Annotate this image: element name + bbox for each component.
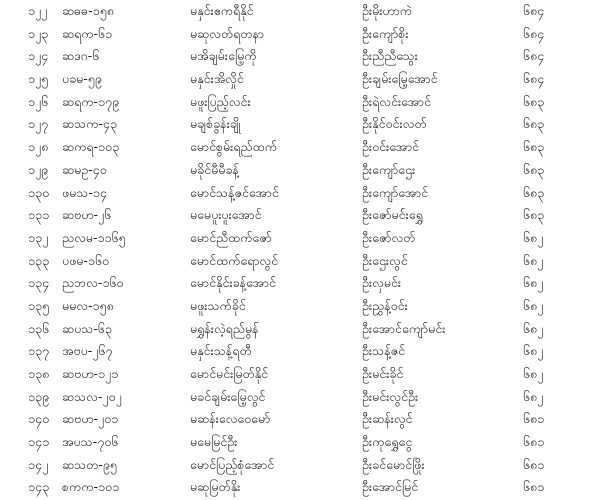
roll-number: အပသ-၇၀၆ [62,434,119,450]
table-row [0,68,613,91]
father-name: ဦးကျော်စိုး [362,25,409,41]
roll-number: အဗပ-၂၆၇ [62,343,113,359]
roll-number: ညဘလ-၁၆၀ [62,275,124,291]
row-number: ၁၂၇ [28,116,49,132]
total-score: ၆၈၄ [523,48,545,64]
total-score: ၆၈၃ [523,161,545,177]
student-name: မောင်စွမ်းရည်ထက် [190,139,277,155]
student-name: မရွှန်းလဲ့ရည်မွန် [190,320,259,336]
total-score: ၆၈၄ [523,71,545,87]
row-number: ၁၃၃ [28,252,50,268]
student-name: မောင်ညီထက်ဇော် [190,229,272,245]
roll-number: ဆမဥ-၄၀ [62,161,107,177]
table-row [0,408,613,431]
table-row [0,136,613,159]
roll-number: ညလမ-၁၁၆၅ [62,229,126,245]
total-score: ၆၈၃ [523,93,545,109]
total-score: ၆၈၁ [523,411,545,427]
table-row [0,91,613,114]
roll-number: ဆဗဟ-၂၆ [62,207,112,223]
student-name: မနှင်းသန့်ရတီ [190,343,252,359]
row-number: ၁၃၁ [28,207,50,223]
student-name: မနှင်းအိလှိုင် [190,71,244,87]
row-number: ၁၄၃ [28,479,50,495]
total-score: ၆၈၁ [523,456,545,472]
table-row [0,45,613,68]
total-score: ၆၈၃ [523,184,545,200]
roll-number: ဆသလ-၂၀၂ [62,388,122,404]
roll-number: ဆသက-၄၃ [62,116,117,132]
father-name: ဦးအောင်မြင် [362,479,419,495]
table-row [0,454,613,477]
row-number: ၁၃၇ [28,343,50,359]
total-score: ၆၈၂ [523,343,544,359]
total-score: ၆၈၂ [523,388,544,404]
total-score: ၆၈၂ [523,252,544,268]
row-number: ၁၄၂ [28,456,49,472]
total-score: ၆၈၃ [523,139,545,155]
row-number: ၁၃၉ [28,388,50,404]
row-number: ၁၃၈ [28,366,50,381]
father-name: ဦးမိုးဟာကဲ [362,3,413,18]
student-name: မဖူးပြည့်လင်း [190,93,251,109]
roll-number: ပခမ-၅၉ [62,71,102,87]
student-name: မဆုမြတ်နိုး [190,479,241,495]
row-number: ၁၂၃ [28,25,49,41]
father-name: ဦးကျော်ဌေး [362,161,416,177]
row-number: ၁၃၄ [28,275,50,291]
table-row [0,272,613,295]
total-score: ၆၈၂ [523,320,544,336]
table-row [0,227,613,250]
table-row [0,250,613,273]
father-name: ဦးချမ်းမြေ့အောင် [362,71,438,87]
roll-number: ဆသတ-၉၅ [62,456,117,472]
table-row [0,0,613,23]
row-number: ၁၂၂ [28,3,48,18]
father-name: ဦးကုရွှေငွေ [362,434,413,450]
roll-number: ဆဒဂ-၆ [62,48,100,64]
roll-number: ဆရက-၁၇၉ [62,93,120,109]
total-score: ၆၈၄ [523,25,545,41]
roll-number: ဆပသ-၆၃ [62,320,112,336]
table-row [0,340,613,363]
total-score: ၆၈၂ [523,275,544,291]
father-name: ဦးခင်မောင်ဖြိုး [362,456,425,472]
roll-number: ဆရက-၆၁ [62,25,113,41]
table-row [0,476,613,499]
roll-number: မမလ-၁၅၈ [62,297,114,313]
father-name: ဦးသန့်ဇင် [362,343,406,359]
father-name: ဦးညီညီသွေး [362,48,418,64]
father-name: ဦးဇော်မင်းရွှေ [362,207,423,223]
total-score: ၆၈၂ [523,297,544,313]
father-name: ဦးဌေးလွင် [362,252,408,268]
table-row [0,159,613,182]
student-name: မောင်မင်းမြတ်နိုင် [190,366,269,381]
father-name: ဦးအောင်ကျော်မင်း [362,320,446,336]
table-row [0,113,613,136]
roll-number: စကက-၁၀၁ [62,479,120,495]
student-name: မအိချမ်းမြေ့ကို [190,48,257,64]
row-number: ၁၃၀ [28,184,50,200]
father-name: ဦးမင်းခိုင် [362,366,404,381]
student-name: မနှင်းဧကရီနိုင် [190,3,254,18]
student-name: မဖူးသက်ခိုင် [190,297,246,313]
total-score: ၆၈၂ [523,229,544,245]
father-name: ဦးလှမင်း [362,275,402,291]
student-name: မဆုလတ်ရတနာ [190,25,265,41]
student-name: မချစ်ခွန်းချို [190,116,241,132]
table-row [0,386,613,409]
student-name: မမေမြင်ဦး [190,434,238,450]
student-name: မခိုင်မီမီခန့် [190,161,239,177]
table-row [0,295,613,318]
father-name: ဦးကျော်အောင် [362,184,429,200]
father-name: ဦးရဲလင်းအောင် [362,93,431,109]
table-row [0,431,613,454]
roll-number: ဆဗဟ-၁၂၁ [62,366,119,381]
row-number: ၁၄၀ [28,411,50,427]
father-name: ဦးဇော်လတ် [362,229,416,245]
roll-number: ဆကရ-၁၀၃ [62,139,120,155]
roll-number: ဆဓဓ-၁၅၈ [62,3,114,18]
total-score: ၆၈၄ [523,3,545,18]
student-name: မခင်ချမ်းမြေ့လွင် [190,388,266,404]
student-name: မောင်နိုင်းခန့်အောင် [190,275,276,291]
father-name: ဦးဆန်းလွင် [362,411,413,427]
father-name: ဦးညွှန့်ဝင်း [362,297,408,313]
row-number: ၁၃၅ [28,297,50,313]
roll-number: ဆဗဟ-၂၀၁ [62,411,119,427]
row-number: ၁၂၆ [28,93,49,109]
student-name: မမေပူးပူးအောင် [190,207,262,223]
total-score: ၆၈၂ [523,366,544,381]
father-name: ဦးမင်းလွင်ဦး [362,388,419,404]
student-name: မောင်သန့်ဇင်အောင် [190,184,279,200]
father-name: ဦးနိုင်ဝင်းလတ် [362,116,427,132]
total-score: ၆၈၃ [523,207,545,223]
roll-number: ဖမသ-၁၄ [62,184,107,200]
row-number: ၁၂၄ [28,48,49,64]
table-row [0,23,613,46]
row-number: ၁၂၈ [28,139,49,155]
table-row [0,182,613,205]
total-score: ၆၈၃ [523,116,545,132]
row-number: ၁၃၂ [28,229,49,245]
student-name: မောင်ထက်ရောလွင် [190,252,279,268]
total-score: ၆၈၁ [523,479,545,495]
student-name: မဆန်းလေဝေမော် [190,411,271,427]
table-row [0,318,613,341]
student-name: မောင်ပြည့်စုံအောင် [190,456,275,472]
roll-number: ပဖမ-၁၆၀ [62,252,110,268]
father-name: ဦးဝင်းအောင် [362,139,420,155]
row-number: ၁၂၅ [28,71,49,87]
total-score: ၆၈၁ [523,434,545,450]
table-row [0,363,613,386]
table-row [0,204,613,227]
row-number: ၁၄၁ [28,434,50,450]
row-number: ၁၃၆ [28,320,50,336]
row-number: ၁၂၉ [28,161,49,177]
